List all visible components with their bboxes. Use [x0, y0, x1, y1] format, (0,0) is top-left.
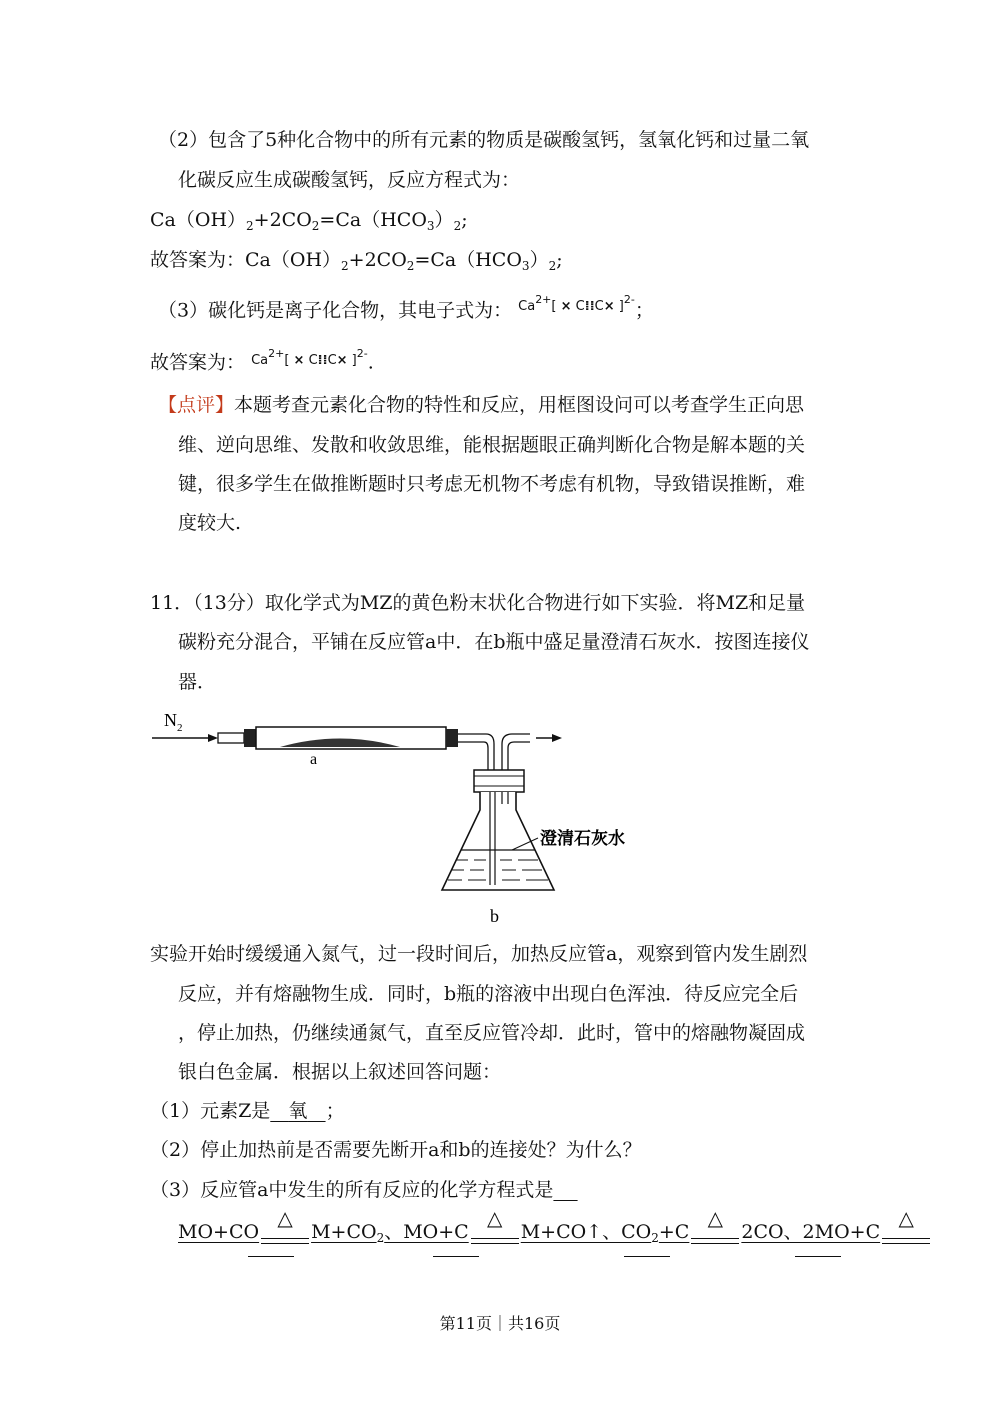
outlet-tube-outer — [502, 734, 530, 770]
q11-body1: 实验开始时缓缓通入氮气，过一段时间后，加热反应管a，观察到管内发生剧烈 — [150, 943, 808, 965]
heat-condition-1: △ — [259, 1226, 311, 1250]
left-stopper — [244, 729, 256, 747]
answer-underline-2 — [433, 1256, 479, 1257]
q10-answer-3: 故答案为： $Ca^{2+}$[ × C⁞⁞C× ]$^{2-}$. — [150, 348, 374, 379]
q11-line1: 11．（13分）取化学式为MZ的黄色粉末状化合物进行如下实验．将MZ和足量 — [150, 592, 806, 614]
q11-line2: 碳粉充分混合，平铺在反应管a中．在b瓶中盛足量澄清石灰水．按图连接仪 — [178, 631, 810, 653]
q11-line3: 器． — [178, 671, 217, 693]
q11-body3: ，停止加热，仍继续通氮气，直至反应管冷却．此时，管中的熔融物凝固成 — [178, 1022, 806, 1044]
q11-sub3: （3）反应管a中发生的所有反应的化学方程式是 — [150, 1179, 554, 1201]
q10-part2-line2: 化碳反应生成碳酸氢钙，反应方程式为： — [178, 169, 521, 191]
q10-part3: （3）碳化钙是离子化合物，其电子式为： $Ca^{2+}$[ × C⁞⁞C× ]$^{2-}$； — [158, 296, 654, 327]
gas-label: $N_2$ — [164, 710, 183, 734]
heat-condition-2: △ — [469, 1226, 521, 1250]
right-stopper — [446, 729, 458, 747]
apparatus-diagram — [150, 700, 625, 930]
answer-underline-1 — [248, 1256, 294, 1257]
inlet-tube — [218, 733, 244, 743]
tube-label-a: a — [310, 751, 318, 768]
heat-condition-4: △ — [880, 1226, 932, 1250]
review-line1: 【点评】本题考查元素化合物的特性和反应，用框图设问可以考查学生正向思 — [158, 394, 805, 416]
flask-stopper — [474, 770, 524, 792]
flask-label-b: b — [490, 906, 499, 926]
page-footer: 第11页｜共16页 — [439, 1314, 561, 1333]
review-line4: 度较大. — [178, 512, 242, 534]
answer-element-z: 氧 — [288, 1100, 308, 1122]
outlet-tube-inner — [508, 742, 530, 770]
q11-body2: 反应，并有熔融物生成．同时，b瓶的溶液中出现白色浑浊．待反应完全后 — [178, 983, 799, 1005]
q11-body4: 银白色金属．根据以上叙述回答问题： — [178, 1061, 502, 1083]
review-line3: 键，很多学生在做推断题时只考虑无机物不考虑有机物，导致错误推断，难 — [178, 473, 806, 495]
review-line2: 维、逆向思维、发散和收敛思维，能根据题眼正确判断化合物是解本题的关 — [178, 434, 806, 456]
inlet-arrowhead-icon — [208, 734, 218, 742]
connector-tube-inner — [458, 742, 488, 770]
review-label: 【点评】 — [158, 394, 235, 416]
erlenmeyer-flask-b — [442, 792, 554, 890]
q11-sub2: （2）停止加热前是否需要先断开a和b的连接处？为什么？ — [150, 1139, 642, 1161]
electron-formula-cac2: $Ca^{2+}$[ × C⁞⁞C× ]$^{2-}$ — [518, 293, 635, 314]
answer-underline-4 — [795, 1256, 841, 1257]
solution-label: 澄清石灰水 — [540, 829, 625, 849]
reaction-equations: MO+CO △ $M+CO_2$、MO+C △ M+CO↑、$CO_2+C$ △ 2CO、2MO+C △ — [178, 1220, 932, 1250]
heat-condition-3: △ — [689, 1226, 741, 1250]
electron-formula-cac2-answer: $Ca^{2+}$[ × C⁞⁞C× ]$^{2-}$ — [251, 347, 368, 368]
q10-answer-2: 故答案为：$Ca(OH)_2+2CO_2=Ca(HCO_3)_2$; — [150, 249, 563, 273]
q11-sub1: （1）元素Z是 氧 ； — [150, 1100, 345, 1122]
outlet-arrowhead-icon — [552, 734, 562, 742]
answer-underline-3 — [624, 1256, 670, 1257]
q10-equation: $Ca(OH)_2+2CO_2=Ca(HCO_3)_2$; — [150, 209, 468, 233]
q10-part2-line1: （2）包含了5种化合物中的所有元素的物质是碳酸氢钙，氢氧化钙和过量二氧 — [158, 129, 810, 151]
